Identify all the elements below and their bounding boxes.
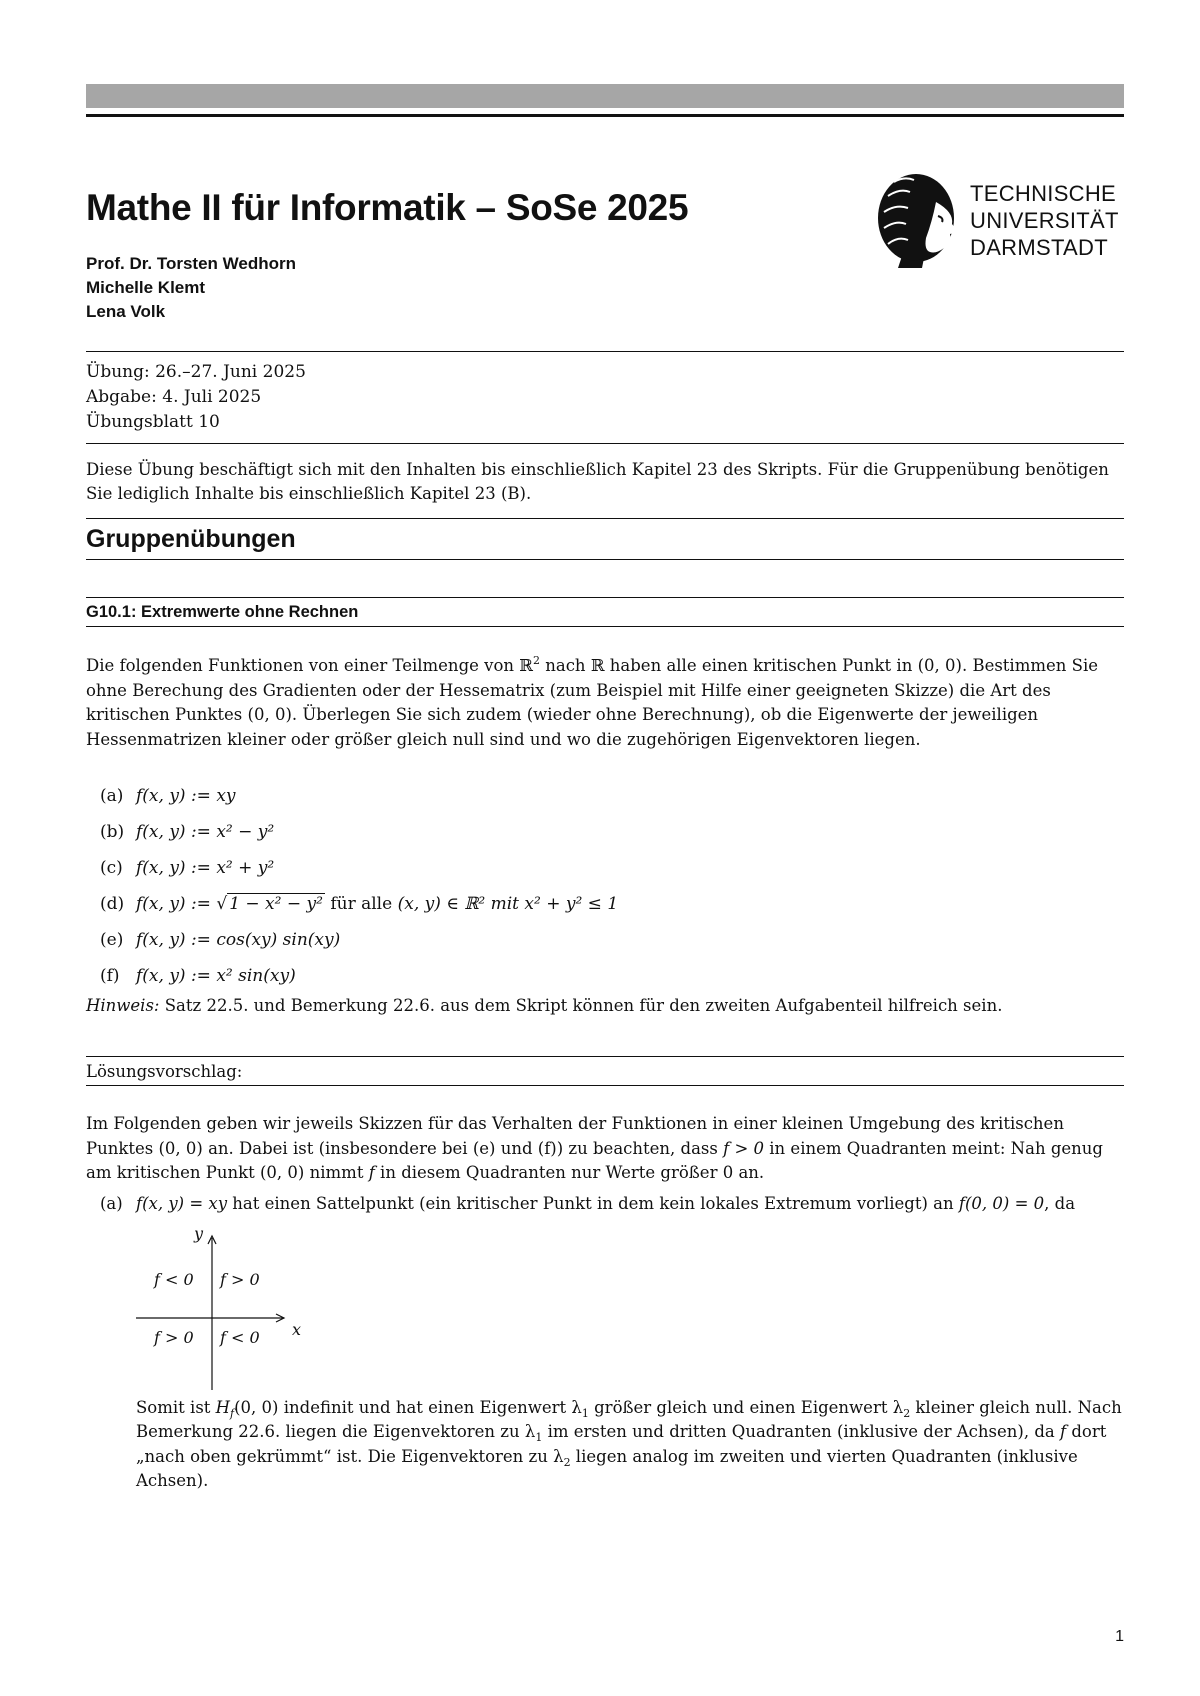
math-origin: (0, 0) [158,1138,203,1158]
math-lambda: λ [524,1422,536,1441]
author-3: Lena Volk [86,302,166,321]
header-bar [86,84,1124,108]
list-item [86,778,1124,814]
tu-darmstadt-logo [874,172,1124,272]
text-segment: nimmt [304,1163,369,1182]
quadrant-2-label: f < 0 [154,1269,194,1289]
text-segment: dort „nach oben gekrümmt“ ist. Die Eigenvektoren zu [136,1422,1107,1466]
item-expr: f(x, y) := xy [136,786,236,806]
math-sub: 2 [563,1455,571,1469]
math-sub: 2 [903,1406,911,1420]
section-title: Gruppenübungen [86,525,296,553]
math-R2: ℝ [519,656,533,675]
item-text: für alle [324,894,398,914]
text-segment: indefinit und hat einen Eigenwert [278,1397,572,1417]
item-label: (e) [100,930,124,950]
axes-svg [136,1224,336,1392]
logo-text [970,180,1119,261]
text-segment: an. [733,1163,765,1182]
intro-text: Diese Übung beschäftigt sich mit den Inhalten bis einschließlich Kapitel 23 des Skripts. Für die Gruppenübung benötigen Sie lediglich Inhalte bis einschließlich Kapitel 23 (B). [86,460,1109,503]
item-text: hat einen Sattelpunkt (ein kritischer Punkt in dem kein lokales Extremum vorliegt) an [227,1193,959,1213]
quadrant-4-label: f < 0 [220,1327,260,1347]
task-title: G10.1: Extremwerte ohne Rechnen [86,603,359,621]
item-sqrt: 1 − x² − y² [229,894,323,914]
item-expr: (x, y) ∈ ℝ² mit x² + y² ≤ 1 [397,894,619,914]
solution-a-explanation [86,1396,1124,1494]
text-segment: in einem Quadranten meint: Nah genug am kritischen Punkt [86,1138,1103,1182]
math-lambda: λ [553,1446,564,1466]
divider [86,559,1124,560]
math-origin: (0, 0) [234,1397,279,1417]
item-expr: f(x, y) := x² + y² [136,858,275,878]
math-origin: (0, 0) [260,1163,305,1182]
uebung-date: Übung: 26.–27. Juni 2025 [86,362,306,382]
text-segment: Im Folgenden geben wir jeweils Skizzen für das Verhalten der Funktionen in einer kleinen Umgebung des kritischen Punktes [86,1114,1064,1158]
author-2: Michelle Klemt [86,278,206,297]
quadrant-3-label: f > 0 [154,1327,194,1347]
y-axis-label: y [194,1223,204,1243]
divider [86,626,1124,627]
document-page [86,84,1124,1494]
math-f: f [1059,1422,1067,1441]
text-segment: in diesem Quadranten nur Werte größer [374,1163,723,1182]
item-label: (c) [100,858,123,878]
math-zero: 0 [722,1163,734,1182]
logo-line-3: DARMSTADT [970,235,1108,260]
author-1: Prof. Dr. Torsten Wedhorn [86,254,296,273]
text-segment: im ersten und dritten Quadranten (inklusive der Achsen), da [542,1422,1060,1441]
item-label: (b) [100,822,125,842]
page-title: Mathe II für Informatik – SoSe 2025 [86,187,689,228]
item-label: (a) [100,786,124,806]
item-expr: f(x, y) := [136,894,217,914]
abgabe-date: Abgabe: 4. Juli 2025 [86,387,262,407]
math-lambda: λ [892,1397,904,1417]
math-sub: f [230,1406,235,1420]
text-segment: nach [539,656,591,675]
list-item [86,850,1124,886]
header [86,117,1124,351]
math-R: ℝ [590,656,605,675]
saddle-sketch [136,1224,336,1392]
item-expr: f(0, 0) = 0 [958,1193,1045,1213]
math-H: H [215,1397,231,1417]
logo-line-1: TECHNISCHE [970,181,1117,206]
logo-line-2: UNIVERSITÄT [970,208,1119,233]
list-item [86,886,1124,922]
item-label: (a) [100,1193,123,1213]
solution-item-a [86,1192,1124,1216]
list-item [86,922,1124,958]
athena-head-icon [874,172,960,270]
function-list [86,778,1124,994]
text-segment: haben alle einen kritischen Punkt in [604,656,918,675]
math-lambda: λ [571,1397,582,1417]
math-sup: 2 [532,654,540,667]
list-item [86,814,1124,850]
math-origin: (0, 0) [917,656,962,675]
sheet-meta [86,352,1124,443]
item-expr: f(x, y) := cos(xy) sin(xy) [136,930,341,950]
sheet-number: Übungsblatt 10 [86,412,220,432]
task-description [86,654,1124,752]
solution-title: Lösungsvorschlag: [86,1062,243,1081]
text-segment: kleiner gleich null. Nach Bemerkung 22.6. liegen die Eigenvektoren zu [136,1397,1122,1441]
text-segment: größer gleich und einen Eigenwert [588,1397,893,1417]
math-f: f [368,1163,375,1182]
math-sub: 1 [535,1431,543,1444]
x-axis-label: x [292,1319,302,1339]
authors [86,252,296,324]
item-label: (d) [100,894,125,914]
item-expr: f(x, y) := x² − y² [136,822,275,842]
item-label: (f) [100,966,120,986]
hint-label: Hinweis: [86,996,160,1015]
text-segment: . Überlegen Sie sich zudem (wieder ohne Berechnung), ob die Eigenwerte der jeweiligen Hessenmatrizen kleiner oder größer gleich null sind und wo die zugehörigen Eigenvektoren liegen. [86,705,1039,749]
item-expr: f(x, y) = xy [136,1193,228,1213]
text-segment: Die folgenden Funktionen von einer Teilmenge von [86,656,520,675]
math-origin: (0, 0) [247,705,292,724]
list-item [86,958,1124,994]
solution-intro [86,1112,1124,1186]
math-sub: 1 [581,1406,589,1420]
divider [86,1085,1124,1086]
text-segment: Somit ist [136,1397,216,1417]
text-segment: liegen analog im zweiten und vierten Quadranten (inklusive Achsen). [136,1446,1078,1490]
hint [86,994,1124,1018]
sqrt-sign: √ [216,894,228,914]
divider [86,443,1124,444]
hint-text: Satz 22.5. und Bemerkung 22.6. aus dem Skript können für den zweiten Aufgabenteil hilfreich sein. [159,996,1003,1015]
page-number: 1 [1115,1628,1124,1645]
item-expr: f(x, y) := x² sin(xy) [136,966,296,986]
quadrant-1-label: f > 0 [220,1269,260,1289]
item-text: , da [1044,1193,1076,1213]
text-segment: an. Dabei ist (insbesondere bei (e) und (f)) zu beachten, dass [202,1138,724,1158]
text-segment: . Bestimmen Sie ohne Berechung des Gradienten oder der Hessematrix (zum Beispiel mit Hilfe einer geeigneten Skizze) die Art des kritischen Punktes [86,656,1098,724]
math-fpos: f > 0 [723,1138,765,1158]
